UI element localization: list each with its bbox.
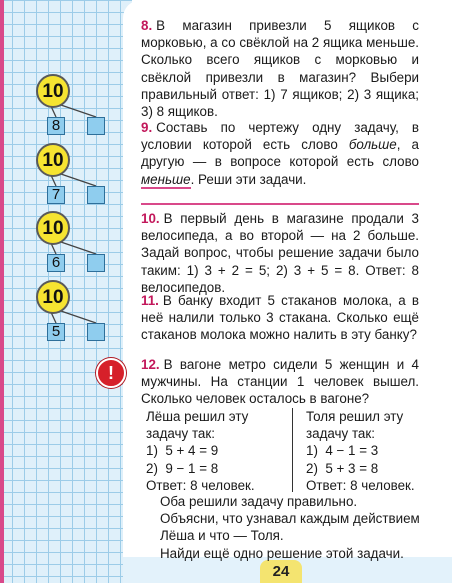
solution-step: 2) 5 + 3 = 8 xyxy=(306,460,379,476)
number-tree xyxy=(12,143,92,203)
tree-part-empty[interactable] xyxy=(87,323,105,341)
solution-line: Лёша решил эту xyxy=(146,409,249,424)
solution-tolya xyxy=(306,408,415,494)
solution-step: 2) 9 − 1 = 8 xyxy=(146,460,219,476)
task-text: В вагоне метро сидели 5 женщин и 4 мужчины. На станции 1 человек вышел. Сколько человек осталось в вагоне? xyxy=(141,357,419,407)
task-12 xyxy=(141,356,419,408)
solution-step: 1) 4 − 1 = 3 xyxy=(306,443,379,459)
solution-answer: Ответ: 8 человек. xyxy=(306,477,415,493)
task-number: 10. xyxy=(141,211,160,226)
task-text: , а другую — в вопросе которой есть слово xyxy=(141,137,420,170)
task-text: В банку входит 5 стаканов молока, а в неё налили только 3 стакана. Сколько ещё стаканов молока можно налить в эту банку? xyxy=(141,293,419,343)
tree-part-filled: 8 xyxy=(47,117,65,135)
solution-line: Толя решил эту xyxy=(306,409,404,424)
keyword-less: меньше xyxy=(141,171,191,187)
tree-part-empty[interactable] xyxy=(87,254,105,272)
task-number: 8. xyxy=(141,18,153,33)
page-edge-stripe xyxy=(0,0,4,583)
solution-step: 1) 5 + 4 = 9 xyxy=(146,443,219,459)
tree-total: 10 xyxy=(36,74,70,108)
tree-part-filled: 7 xyxy=(47,186,65,204)
number-tree xyxy=(12,211,92,271)
tree-part-empty[interactable] xyxy=(87,186,105,204)
solution-line: задачу так: xyxy=(146,426,215,442)
task-11 xyxy=(141,292,419,344)
conclusion-line: Объясни, что узнавал каждым действием xyxy=(160,511,420,527)
conclusion-line: Оба решили задачу правильно. xyxy=(160,494,358,509)
number-tree xyxy=(12,74,92,134)
solution-answer: Ответ: 8 человек. xyxy=(146,477,255,493)
task-10 xyxy=(141,210,419,296)
solutions-divider xyxy=(292,408,293,492)
task-9 xyxy=(141,119,419,188)
attention-icon: ! xyxy=(96,358,126,388)
tree-total: 10 xyxy=(36,211,70,245)
task-number: 12. xyxy=(141,357,160,372)
task-9-divider xyxy=(141,203,419,205)
solution-line: задачу так: xyxy=(306,426,375,442)
task-text: В первый день в магазине продали 3 велосипеда, а во второй — на 2 больше. Задай вопрос, чтобы решение задачи было таким: 1) 3 + 2 = 5; 2) 3 + 5 = 8. Ответ: 8 велосипедов. xyxy=(141,211,419,295)
keyword-more: больше xyxy=(348,137,397,153)
task-number: 9. xyxy=(141,120,153,135)
solution-lesha xyxy=(146,408,255,494)
tree-part-empty[interactable] xyxy=(87,117,105,135)
number-tree xyxy=(12,280,92,340)
page-number: 24 xyxy=(260,560,302,583)
conclusion-line: Найди ещё одно решение этой задачи. xyxy=(160,545,404,561)
tree-total: 10 xyxy=(36,143,70,177)
task-text: . Реши эти задачи. xyxy=(190,171,307,187)
task-number: 11. xyxy=(141,293,159,308)
tree-total: 10 xyxy=(36,280,70,314)
tree-part-filled: 5 xyxy=(47,323,65,341)
task-text: Составь по чертежу одну задачу, в условии которой есть слово xyxy=(141,120,419,153)
task-text: В магазин привезли 5 ящиков с морковью, а со свёклой на 2 ящика меньше. Сколько всего ящиков с морковью и свёклой привезли в магазин? Выбери правильный ответ: 1) 7 ящиков; 2) 3 ящика; 3) 8 ящиков. xyxy=(141,18,419,120)
task-8 xyxy=(141,17,419,120)
conclusion xyxy=(160,493,420,562)
conclusion-line: Лёша и что — Толя. xyxy=(160,528,284,544)
tree-part-filled: 6 xyxy=(47,254,65,272)
